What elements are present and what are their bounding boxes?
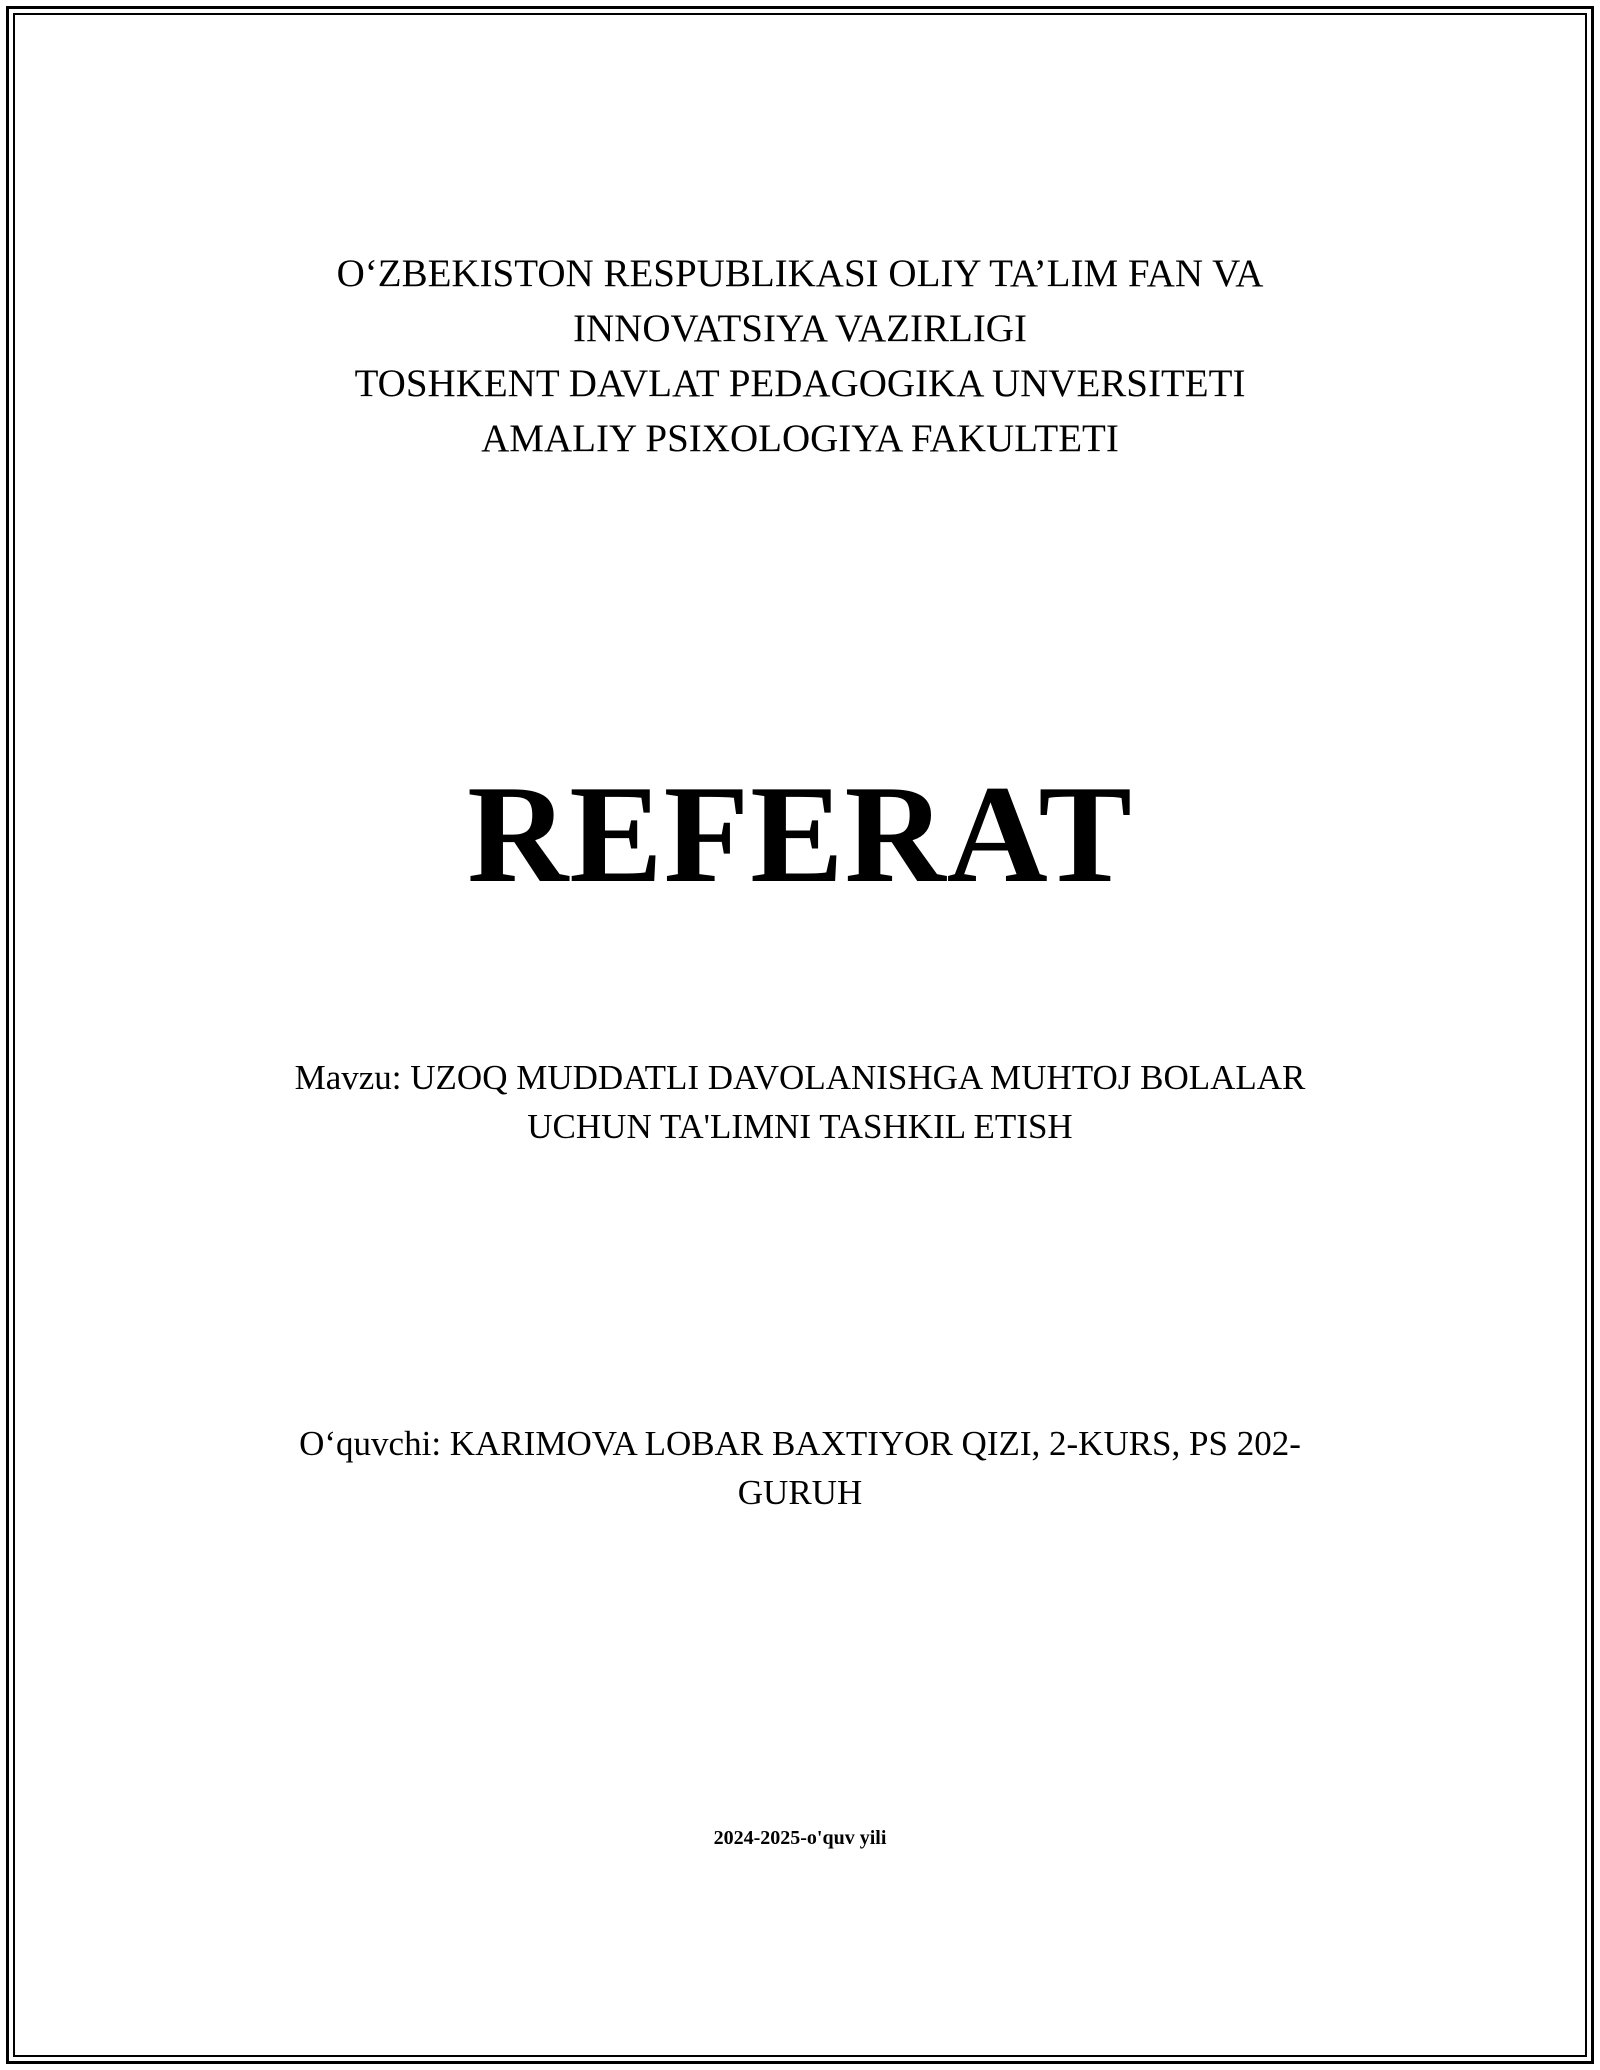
- header-line-faculty: AMALIY PSIXOLOGIYA FAKULTETI: [481, 417, 1119, 460]
- student-line-2: GURUH: [737, 1473, 863, 1512]
- student-block: [0, 1419, 1600, 1517]
- topic-line-2: UCHUN TA'LIMNI TASHKIL ETISH: [527, 1107, 1073, 1146]
- student-line-1: O‘quvchi: KARIMOVA LOBAR BAXTIYOR QIZI, 2-KURS, PS 202-: [299, 1424, 1301, 1463]
- header-line-university: TOSHKENT DAVLAT PEDAGOGIKA UNVERSITETI: [354, 362, 1246, 405]
- header-line-ministry: O‘ZBEKISTON RESPUBLIKASI OLIY TA’LIM FAN VA: [336, 252, 1264, 295]
- topic-line-1: Mavzu: UZOQ MUDDATLI DAVOLANISHGA MUHTOJ BOLALAR: [294, 1058, 1306, 1097]
- document-title: REFERAT: [467, 757, 1133, 912]
- topic-block: [0, 1053, 1600, 1151]
- header-line-ministry-cont: INNOVATSIYA VAZIRLIGI: [573, 307, 1027, 350]
- institution-header: [0, 246, 1600, 466]
- academic-year: 2024-2025-o'quv yili: [713, 1827, 887, 1849]
